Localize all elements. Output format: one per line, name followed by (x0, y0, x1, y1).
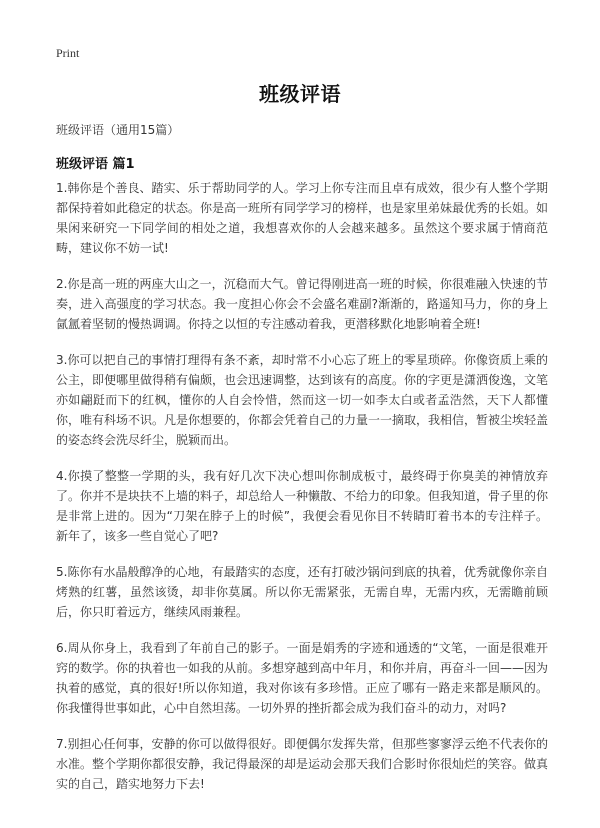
comment-paragraph-6: 6.周从你身上，我看到了年前自己的影子。一面是娟秀的字迹和通透的“文笔，一面是很难开窍的数学。你的执着也一如我的从前。多想穿越到高中年月，和你并肩，再奋斗一回——因为执着的感觉，真的很好!所以你知道，我对你该有多珍惜。正应了哪有一路走来都是顺风的。你我懂得世事如此，心中自然坦荡。一切外界的挫折都会成为我们奋斗的动力，对吗? (56, 641, 549, 715)
comment-paragraph-4: 4.你摸了整整一学期的头，我有好几次下决心想叫你制成板寸，最终碍于你臭美的神情放弃了。你并不是块扶不上墙的料子，却总给人一种懒散、不给力的印象。但我知道，骨子里的你是非常上进的。因为“刀架在脖子上的时候”，我便会看见你目不转睛盯着书本的专注样子。新年了，该多一些自觉心了吧? (56, 469, 549, 543)
comment-paragraph-3: 3.你可以把自己的事情打理得有条不紊，却时常不小心忘了班上的零星琐碎。你像资质上乘的公主，即便哪里做得稍有偏颇，也会迅速调整，达到该有的高度。你的字更是潇洒俊逸，文笔亦如翩跹而下的红枫，懂你的人自会怜惜，然而这一切一如李太白或者孟浩然，天下人都懂你，唯有科场不识。凡是你想要的，你都会凭着自己的力量一一摘取，我相信，暂被尘埃轻盖的姿态终会洗尽纤尘，脱颖而出。 (56, 353, 549, 447)
comment-paragraph-7: 7.别担心任何事，安静的你可以做得很好。即便偶尔发挥失常，但那些寥寥浮云绝不代表你的水准。整个学期你都很安静，我记得最深的却是运动会那天我们合影时你很灿烂的笑容。做真实的自己，踏实地努力下去! (56, 737, 549, 791)
page-title: 班级评语 (259, 82, 341, 106)
comment-paragraph-2: 2.你是高一班的两座大山之一，沉稳而大气。曾记得刚进高一班的时候，你很难融入快速的节奏，进入高强度的学习状态。我一度担心你会不会盛名难副?渐渐的，路遥知马力，你的身上氤氲着坚韧的慢热调调。你持之以恒的专注感动着我，更潜移默化地影响着全班! (56, 277, 548, 331)
comment-paragraph-5: 5.陈你有水晶般醇净的心地，有最踏实的态度，还有打破沙锅问到底的执着，优秀就像你亲自烤熟的红薯，虽然该烫，却非你莫属。所以你无需紧张，无需自卑，无需内疚，无需瞻前顾后，你只盯着远方，继续风雨兼程。 (56, 565, 548, 619)
comment-list (56, 178, 548, 810)
comment-paragraph-1: 1.韩你是个善良、踏实、乐于帮助同学的人。学习上你专注而且卓有成效，很少有人整个学期都保持着如此稳定的状态。你是高一班所有同学学习的榜样，也是家里弟妹最优秀的长姐。如果闲来研究一下同学间的相处之道，我想喜欢你的人会越来越多。虽然这个要求属于情商范畴，建议你不妨一试! (56, 181, 549, 255)
document-subtitle: 班级评语（通用15篇） (56, 123, 180, 137)
print-link[interactable]: Print (56, 46, 80, 60)
section-heading: 班级评语 篇1 (56, 157, 135, 172)
